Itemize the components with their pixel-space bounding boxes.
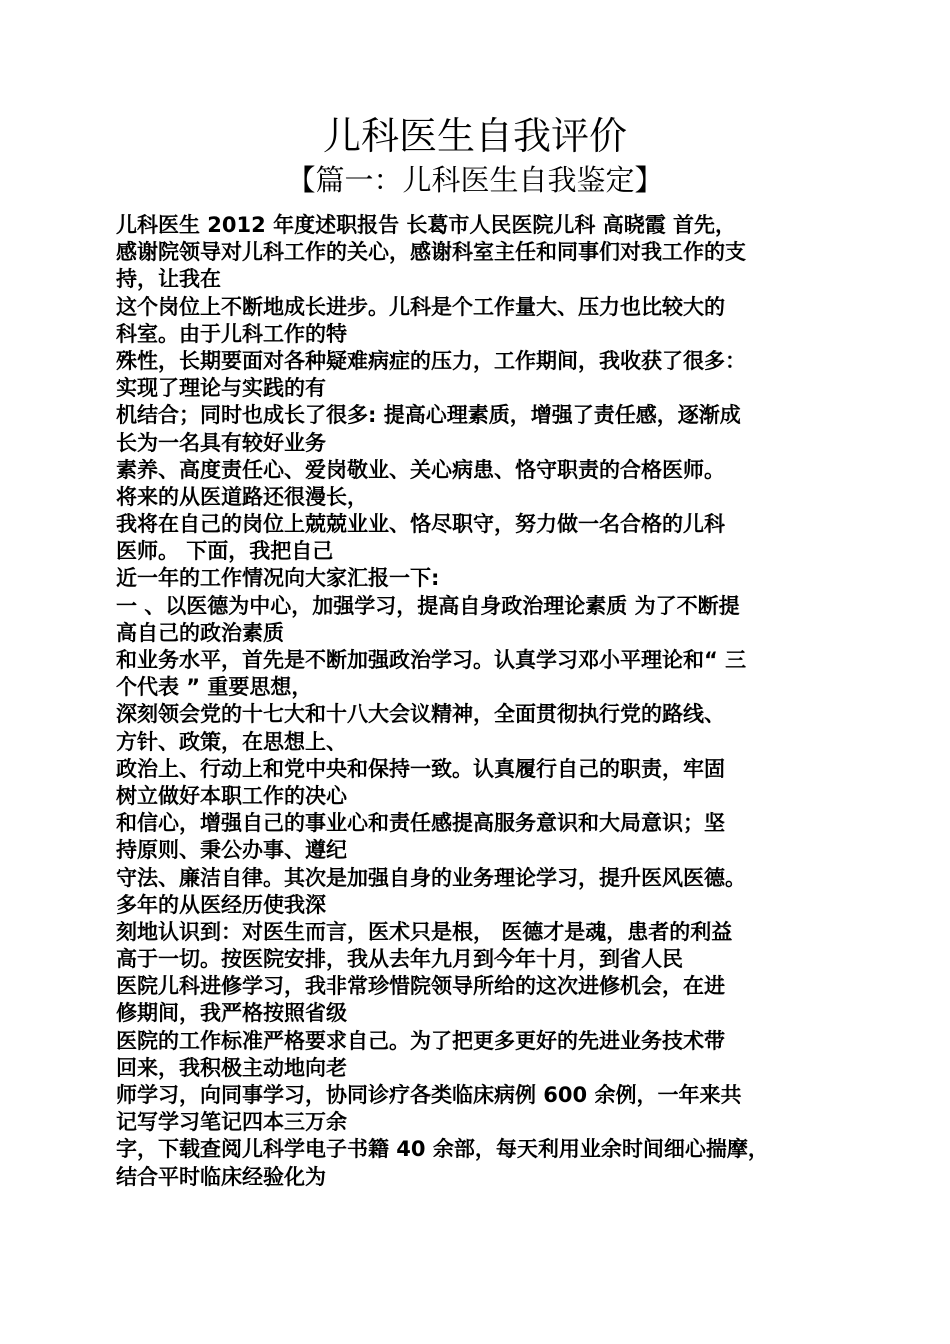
body-text-line: 机结合；同时也成长了很多: 提高心理素质，增强了责任感，逐渐成 [116, 403, 741, 428]
body-text-line: 高于一切。按医院安排，我从去年九月到今年十月，到省人民 [116, 947, 683, 972]
body-text-line: 医院的工作标准严格要求自己。为了把更多更好的先进业务技术带 [116, 1028, 725, 1053]
body-text-line: 记写学习笔记四本三万余 [116, 1110, 347, 1135]
body-text-line: 科室。由于儿科工作的特 [116, 321, 347, 346]
body-text-line: 儿科医生 2012 年度述职报告 长葛市人民医院儿科 高晓霞 首先， [116, 213, 737, 237]
body-text-line: 我将在自己的岗位上兢兢业业、恪尽职守，努力做一名合格的儿科 [116, 512, 725, 537]
body-text-line: 多年的从医经历使我深 [116, 892, 326, 917]
body-text-line: 将来的从医道路还很漫长， [116, 484, 368, 509]
body-text-line: 修期间，我严格按照省级 [116, 1001, 347, 1026]
body-text-line: 一 、以医德为中心，加强学习，提高自身政治理论素质 为了不断提 [116, 593, 740, 618]
body-text-line: 个代表 ” 重要思想， [116, 675, 313, 700]
body-text-line: 和业务水平，首先是不断加强政治学习。认真学习邓小平理论和“ 三 [116, 648, 747, 672]
body-text-line: 字，下载查阅儿科学电子书籍 40 余部，每天利用业余时间细心揣摩， [116, 1137, 769, 1162]
body-text-line: 实现了理论与实践的有 [116, 376, 326, 401]
body-text-line: 这个岗位上不断地成长进步。儿科是个工作量大、压力也比较大的 [116, 294, 725, 319]
document-subtitle: 【篇一：儿科医生自我鉴定】 [286, 163, 664, 197]
body-text-line: 政治上、行动上和党中央和保持一致。认真履行自己的职责，牢固 [116, 756, 725, 781]
body-text-line: 医院儿科进修学习，我非常珍惜院领导所给的这次进修机会，在进 [116, 974, 725, 999]
document-body [116, 212, 841, 1191]
body-text-line: 长为一名具有较好业务 [116, 430, 326, 455]
body-text-line: 结合平时临床经验化为 [116, 1164, 326, 1189]
body-text-line: 刻地认识到：对医生而言，医术只是根， 医德才是魂，患者的利益 [116, 919, 733, 944]
body-text-line: 树立做好本职工作的决心 [116, 783, 347, 808]
body-text-line: 医师。 下面，我把自己 [116, 539, 334, 564]
body-text-line: 殊性，长期要面对各种疑难病症的压力，工作期间，我收获了很多： [116, 348, 746, 373]
body-text-line: 感谢院领导对儿科工作的关心，感谢科室主任和同事们对我工作的支 [116, 240, 746, 265]
body-text-line: 方针、政策，在思想上、 [116, 729, 347, 754]
body-text-line: 守法、廉洁自律。其次是加强自身的业务理论学习，提升医风医德。 [116, 865, 746, 890]
body-text-line: 和信心，增强自己的事业心和责任感提高服务意识和大局意识；坚 [116, 811, 725, 836]
body-text-line: 素养、高度责任心、爱岗敬业、关心病患、恪守职责的合格医师。 [116, 457, 725, 482]
document-title: 儿科医生自我评价 [322, 114, 627, 158]
body-text-line: 持，让我在 [116, 267, 221, 292]
body-text-line: 持原则、秉公办事、遵纪 [116, 838, 347, 863]
body-text-line: 师学习，向同事学习，协同诊疗各类临床病例 600 余例，一年来共 [116, 1083, 742, 1107]
body-text-line: 近一年的工作情况向大家汇报一下: [116, 566, 440, 591]
body-text-line: 深刻领会党的十七大和十八大会议精神，全面贯彻执行党的路线、 [116, 702, 725, 727]
body-text-line: 回来，我积极主动地向老 [116, 1055, 347, 1080]
body-text-line: 高自己的政治素质 [116, 620, 284, 645]
